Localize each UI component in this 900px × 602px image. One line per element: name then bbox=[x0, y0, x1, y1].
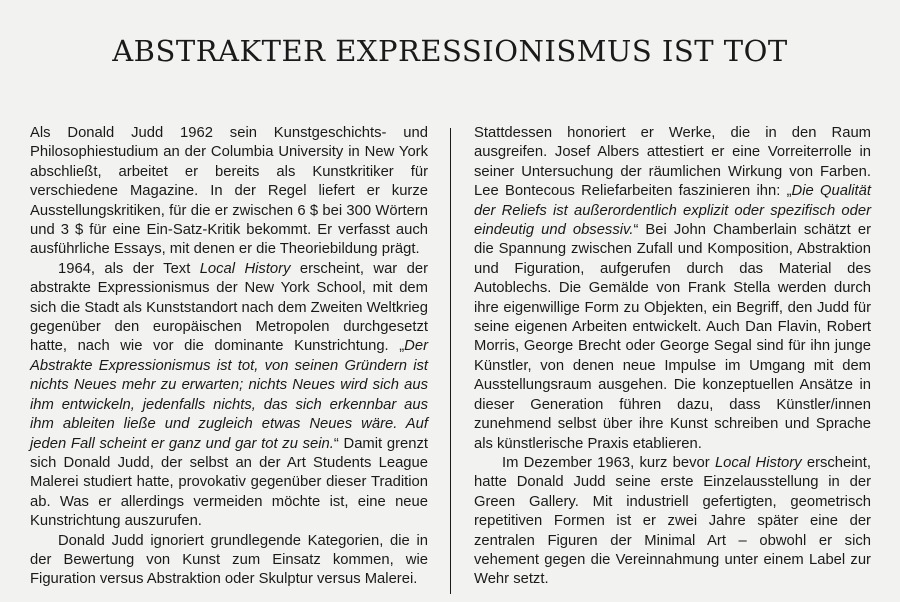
paragraph-4 bbox=[474, 124, 871, 454]
paragraph-4-text-b: “ Bei John Chamberlain schätzt er die Spannung zwischen Zufall und Komposition, Abstraktion und Figuration, aufgerufen durch das Material des Autoblechs. Die Gemälde von Frank Stella werden durch ihre eigenwillige Form zu Objekten, ein Begriff, den Judd für seine eigenen Arbeiten entwickelt. Auch Dan Flavin, Robert Morris, George Brecht oder George Segal sind für ihn junge Künstler, von denen neue Impulse im Umgang mit dem Ausstellungsraum ausgehen. Die konzeptuellen Ansätze in dieser Generation führen dazu, dass Künstler/innen zunehmend selbst über ihre Kunst schreiben und Sprache als künstlerische Praxis etablieren. bbox=[474, 222, 871, 452]
paragraph-5 bbox=[474, 454, 871, 590]
quote-judd: Der Abstrakte Expressionismus ist tot, von seinen Gründern ist nichts Neues mehr zu erwarten; nichts Neues wird sich aus ihm entwickeln, jedenfalls nichts, das sich erkennbar aus ihm ableiten ließe und zugleich etwas Neues wäre. Auf jeden Fall scheint er ganz und gar tot zu sein. bbox=[30, 338, 428, 452]
text-column-right bbox=[474, 124, 871, 590]
paragraph-2-text-b: erscheint, war der abstrakte Expressionismus der New York School, mit dem sich die Stadt als Kunststandort nach dem Zweiten Weltkrieg gegenüber den europäischen Metropolen durchgesetzt hatte, nach wie vor die dominante Kunstrichtung. „ bbox=[30, 260, 428, 355]
text-column-left bbox=[30, 124, 428, 590]
paragraph-5-text-a: Im Dezember 1963, kurz bevor bbox=[502, 454, 715, 471]
paragraph-3: Donald Judd ignoriert grundlegende Kategorien, die in der Bewertung von Kunst zum Einsatz kommen, wie Figuration versus Abstraktion oder Skulptur versus Malerei. bbox=[30, 532, 428, 588]
title-reference-2: Local History bbox=[714, 454, 802, 471]
paragraph-2 bbox=[30, 260, 428, 532]
paragraph-2-text-a: 1964, als der Text bbox=[58, 260, 200, 277]
title-reference: Local History bbox=[199, 260, 291, 277]
paragraph-4-text-a: Stattdessen honoriert er Werke, die in den Raum ausgreifen. Josef Albers attestiert er eine Vorreiterrolle in seiner Untersuchung der räumlichen Wirkung von Farben. Lee Bontecous Reliefarbeiten faszinieren ihn: „ bbox=[474, 125, 871, 200]
paragraph-5-text-b: erscheint, hatte Donald Judd seine erste Einzelausstellung in der Green Gallery. Mit industriell gefertigten, geometrisch repetitiven Formen ist er zwei Jahre später eine der zentralen Figuren der Minimal Art – obwohl er sich vehement gegen die Vereinnahmung unter einem Label zur Wehr setzt. bbox=[474, 454, 872, 588]
quote-bontecou: Die Qualität der Reliefs ist außerordentlich explizit oder spezifisch oder eindeutig und obsessiv. bbox=[474, 183, 872, 239]
paragraph-2-text-c: “ Damit grenzt sich Donald Judd, der selbst an der Art Students League Malerei studiert hatte, provokativ gegenüber dieser Tradition ab. Was er allerdings vermeiden möchte ist, eine neue Kunstrichtung auszurufen. bbox=[30, 435, 428, 530]
column-divider bbox=[450, 128, 451, 594]
page-title: ABSTRAKTER EXPRESSIONISMUS IST TOT bbox=[112, 34, 788, 68]
paragraph-1: Als Donald Judd 1962 sein Kunstgeschichts- und Philosophiestudium an der Columbia University in New York abschließt, arbeitet er bereits als Kunstkritiker für verschiedene Magazine. In der Regel liefert er kurze Ausstellungskritiken, für die er zwischen 6 $ bei 300 Wörtern und 3 $ für eine Ein-Satz-Kritik bekommt. Er verfasst auch ausführliche Essays, mit denen er die Theoriebildung prägt. bbox=[30, 125, 428, 258]
